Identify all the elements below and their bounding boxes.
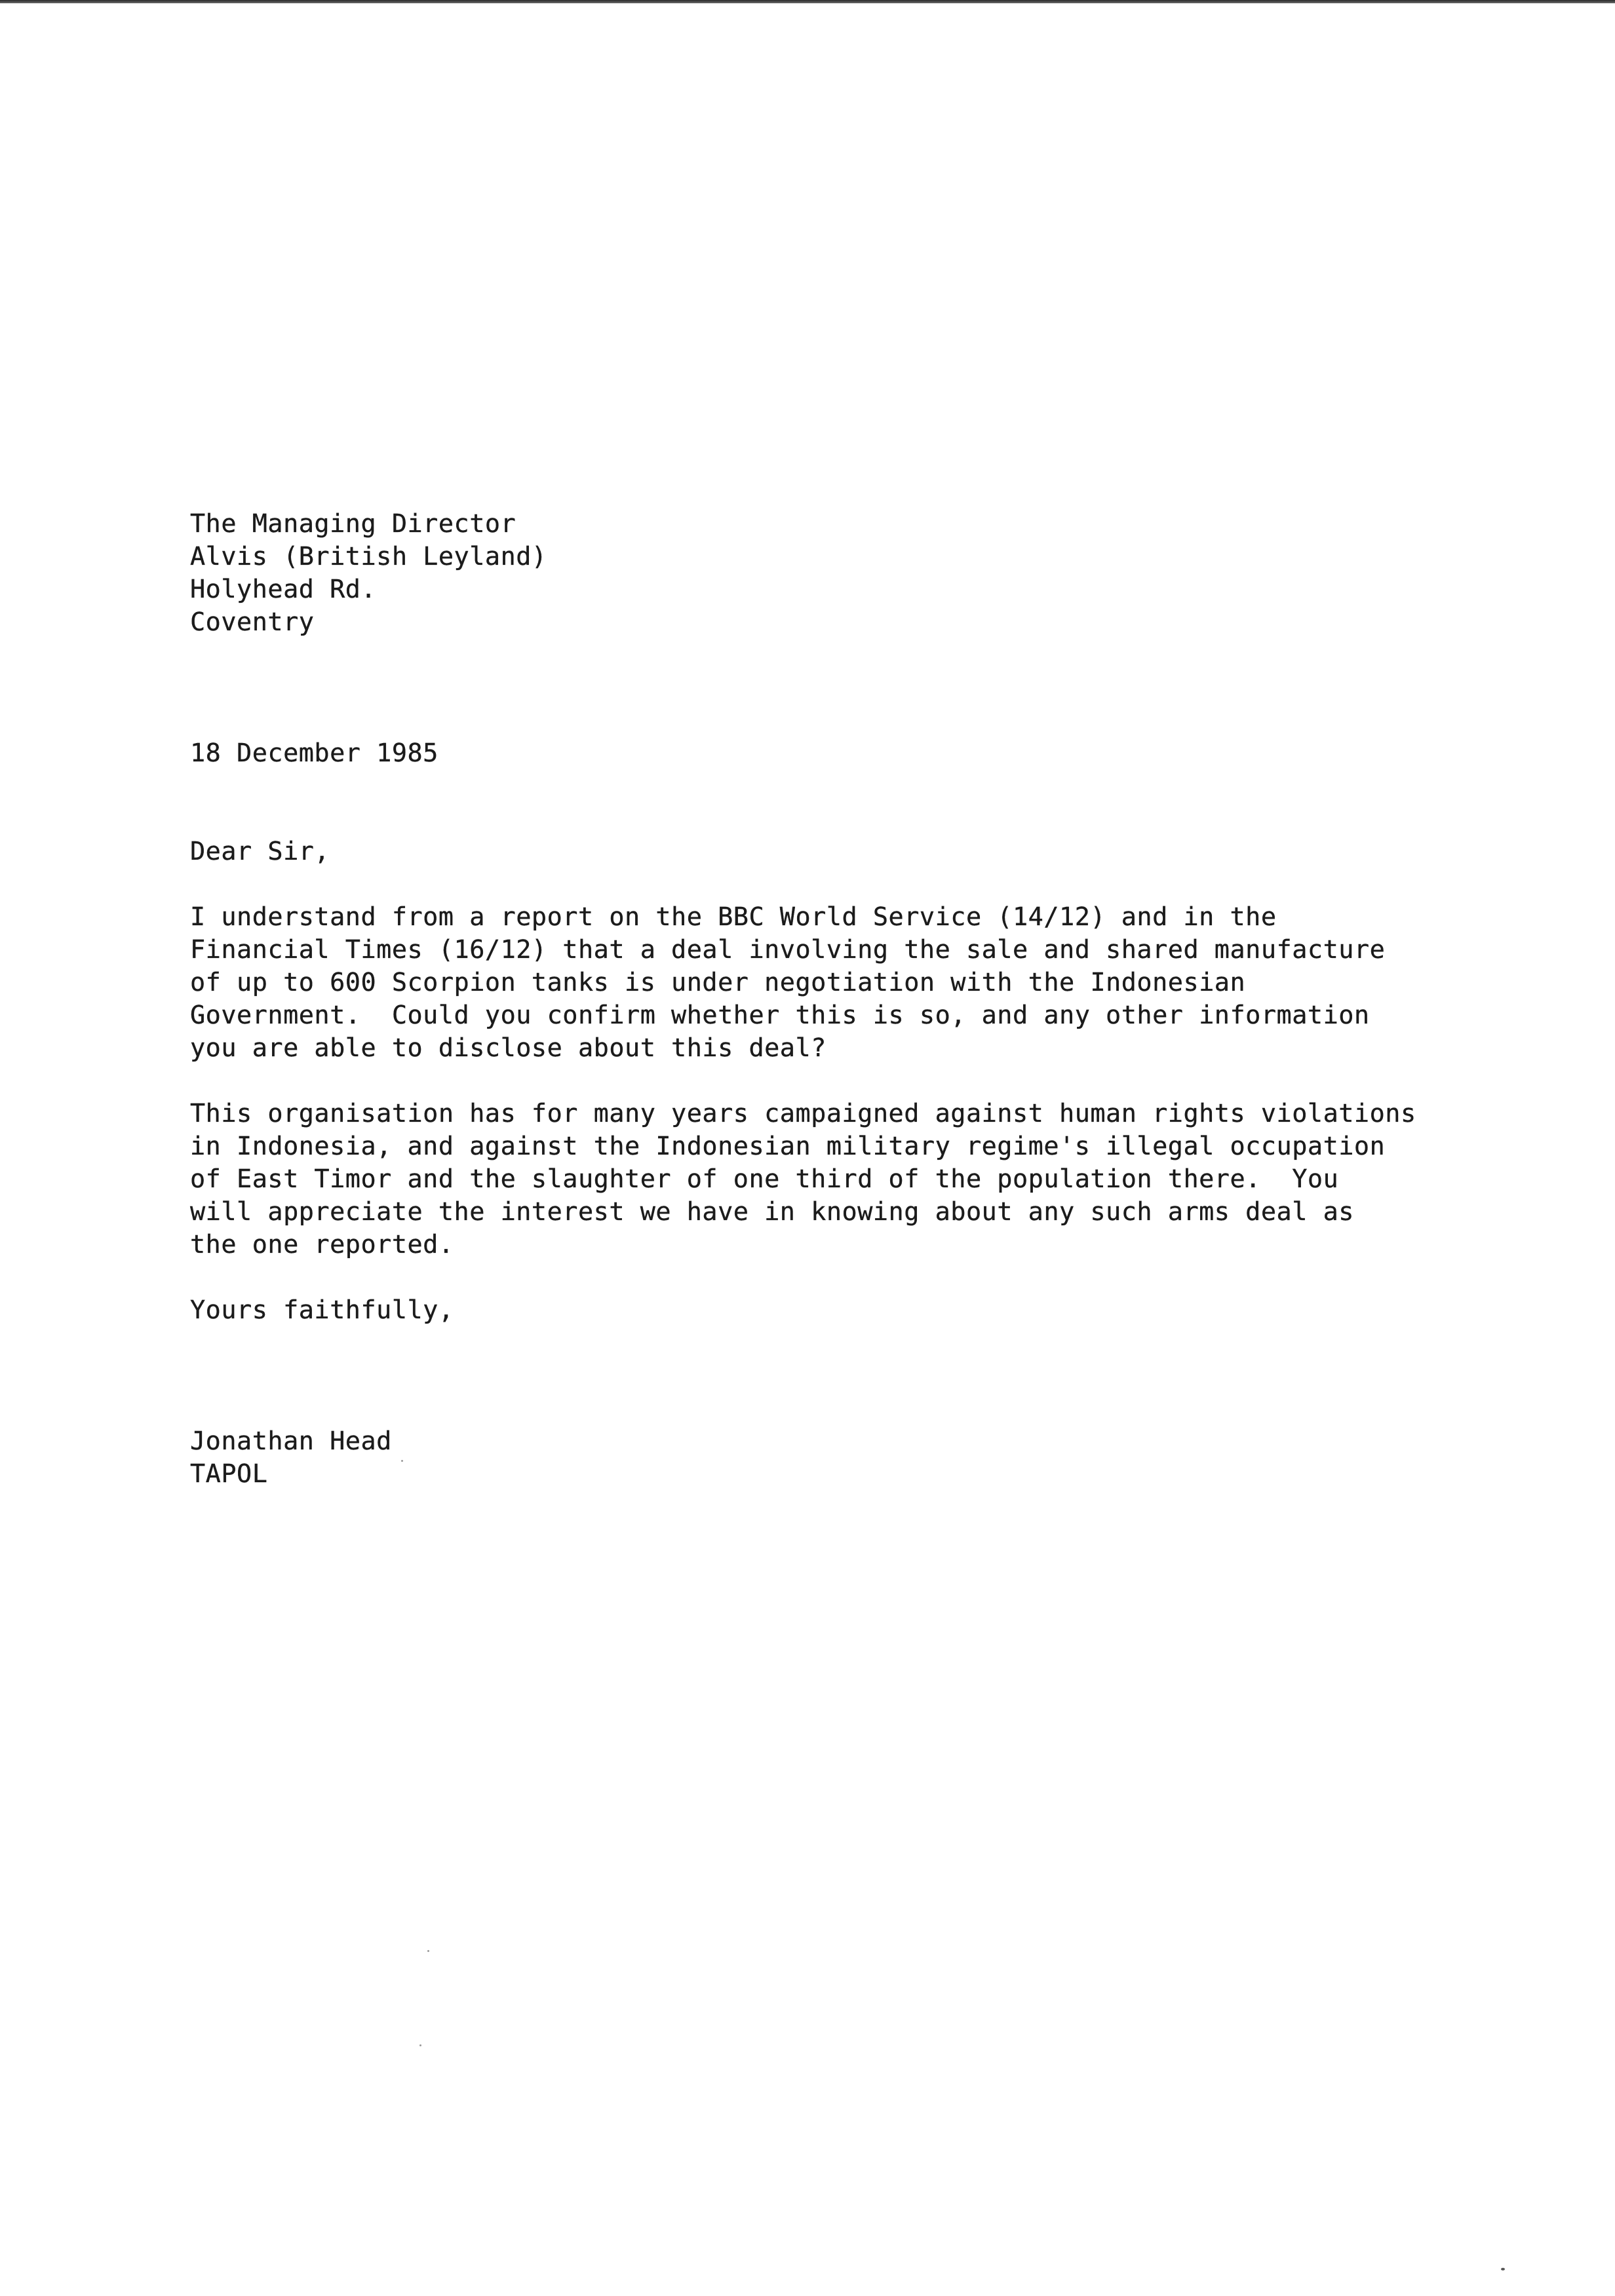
salutation-text: Dear Sir, (190, 837, 330, 866)
paragraph-line: of up to 600 Scorpion tanks is under negotiation with the Indonesian (190, 968, 1246, 997)
paragraph-line: of East Timor and the slaughter of one third of the population there. You (190, 1164, 1339, 1194)
scan-speck (419, 2044, 421, 2046)
paragraph-line: Government. Could you confirm whether this is so, and any other information (190, 1001, 1370, 1030)
recipient-line: Holyhead Rd. (190, 575, 377, 604)
paragraph-line: I understand from a report on the BBC World Service (14/12) and in the (190, 902, 1277, 932)
complimentary-close (190, 1294, 1501, 1327)
paragraph-line: the one reported. (190, 1230, 454, 1259)
date-text: 18 December 1985 (190, 738, 438, 768)
signature-block (190, 1425, 1501, 1491)
paragraph-line: This organisation has for many years campaigned against human rights violations (190, 1099, 1416, 1128)
paragraph-2 (190, 1098, 1501, 1261)
recipient-address (190, 508, 1501, 639)
paragraph-line: will appreciate the interest we have in knowing about any such arms deal as (190, 1197, 1354, 1227)
salutation (190, 835, 1501, 868)
scan-speck (1501, 2268, 1505, 2270)
recipient-line: Alvis (British Leyland) (190, 542, 547, 571)
paragraph-1 (190, 901, 1501, 1065)
paragraph-line: Financial Times (16/12) that a deal involving the sale and shared manufacture (190, 935, 1386, 965)
paragraph-line: in Indonesia, and against the Indonesian military regime's illegal occupation (190, 1132, 1386, 1161)
letter-body (190, 508, 1501, 1491)
scan-speck (427, 1950, 429, 1952)
paragraph-line: you are able to disclose about this deal? (190, 1033, 827, 1063)
recipient-line: The Managing Director (190, 509, 516, 539)
scan-speck (401, 1460, 403, 1462)
letter-date (190, 737, 1501, 770)
top-edge-rule (0, 0, 1615, 3)
signatory-name: Jonathan Head (190, 1426, 392, 1456)
signatory-organisation: TAPOL (190, 1459, 268, 1489)
closing-text: Yours faithfully, (190, 1295, 454, 1325)
recipient-line: Coventry (190, 607, 315, 637)
